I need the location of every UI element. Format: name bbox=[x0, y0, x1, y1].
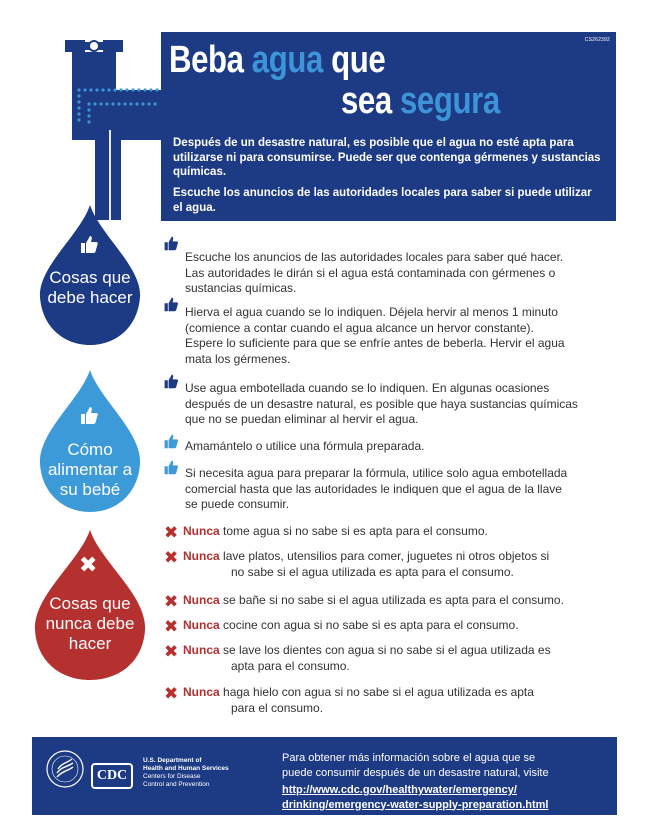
item-line: Las autoridades le dirán si el agua está contaminada con gérmenes o bbox=[185, 265, 556, 280]
thumbs-up-icon bbox=[163, 459, 179, 475]
list-item bbox=[185, 305, 565, 367]
baby-section-label bbox=[38, 440, 142, 500]
x-mark-icon: ✖ bbox=[164, 684, 179, 703]
title-word: sea bbox=[341, 80, 392, 122]
item-line: que no se puedan eliminar al hervir el agua. bbox=[185, 412, 419, 427]
x-mark-icon: ✖ bbox=[164, 642, 179, 661]
item-line: Espere lo suficiente para que se enfríe antes de beberla. Hervir el agua bbox=[185, 336, 565, 351]
list-item bbox=[183, 643, 551, 674]
item-line: Amamántelo o utilice una fórmula preparada. bbox=[185, 439, 425, 453]
faucet-icon bbox=[55, 30, 165, 230]
item-line: Hierva el agua cuando se lo indiquen. Déjela hervir al menos 1 minuto bbox=[185, 305, 558, 319]
item-line: no sabe si el agua utilizada es apta para el consumo. bbox=[231, 564, 514, 579]
title-word-accent: agua bbox=[251, 39, 323, 81]
list-item bbox=[183, 618, 519, 634]
page-title-line-2 bbox=[341, 81, 500, 121]
title-word-accent: segura bbox=[400, 80, 500, 122]
item-line: para el consumo. bbox=[231, 700, 324, 715]
cdc-logo: CDC bbox=[91, 763, 133, 789]
list-item bbox=[185, 381, 578, 428]
nunca-label: Nunca bbox=[183, 593, 220, 607]
item-line: cocine con agua si no sabe si es apta para el consumo. bbox=[223, 618, 519, 632]
link-line[interactable]: drinking/emergency-water-supply-preparation.html bbox=[282, 798, 549, 811]
thumbs-up-icon bbox=[163, 235, 179, 251]
item-line: se bañe si no sabe si el agua utilizada es apta para el consumo. bbox=[223, 593, 564, 607]
agency-line: Centers for Disease bbox=[143, 773, 201, 780]
footer-banner bbox=[32, 737, 617, 815]
thumbs-up-icon bbox=[79, 234, 99, 254]
list-item bbox=[185, 466, 567, 513]
hhs-seal-icon bbox=[45, 749, 85, 789]
label-line: Cosas que bbox=[49, 594, 131, 613]
x-icon: ✖ bbox=[79, 552, 98, 577]
nunca-label: Nunca bbox=[183, 643, 220, 657]
header-intro-paragraph: Después de un desastre natural, es posible que el agua no esté apta para utilizarse ni para consumirse. Puede ser que contenga gérmenes y sustancias químicas. bbox=[173, 137, 601, 178]
nunca-label: Nunca bbox=[183, 524, 220, 538]
item-line: comercial hasta que las autoridades le indiquen que el agua de la llave bbox=[185, 481, 562, 496]
label-line: hacer bbox=[68, 634, 112, 653]
thumbs-up-icon bbox=[163, 433, 179, 449]
x-mark-icon: ✖ bbox=[164, 592, 179, 611]
item-line: mata los gérmenes. bbox=[185, 351, 291, 366]
list-item bbox=[183, 593, 564, 609]
page-title-line-1 bbox=[169, 40, 385, 80]
do-section-label bbox=[38, 268, 142, 308]
thumbs-up-icon bbox=[163, 373, 179, 389]
item-line: tome agua si no sabe si es apta para el consumo. bbox=[223, 524, 488, 538]
item-line: Escuche los anuncios de las autoridades locales para saber qué hacer. bbox=[185, 250, 564, 264]
label-line: su bebé bbox=[59, 480, 121, 499]
item-line: Use agua embotellada cuando se lo indiquen. En algunas ocasiones bbox=[185, 381, 550, 395]
cdc-link-continued[interactable] bbox=[282, 798, 612, 813]
x-mark-icon: ✖ bbox=[164, 548, 179, 567]
label-line: alimentar a bbox=[47, 460, 133, 479]
item-line: después de un desastre natural, es posible que haya sustancias químicas bbox=[185, 396, 578, 411]
label-line: Cómo bbox=[67, 440, 113, 459]
cdc-link[interactable] bbox=[282, 783, 612, 798]
label-line: debe hacer bbox=[47, 288, 133, 307]
agency-line: Health and Human Services bbox=[143, 765, 229, 772]
list-item bbox=[183, 549, 549, 580]
thumbs-up-icon bbox=[79, 405, 99, 425]
item-line: (comience a contar cuando el agua alcance un hervor constante). bbox=[185, 320, 534, 335]
thumbs-up-icon bbox=[163, 296, 179, 312]
item-line: se puede consumir. bbox=[185, 497, 290, 512]
item-line: se lave los dientes con agua si no sabe si el agua utilizada es bbox=[223, 643, 551, 657]
nunca-label: Nunca bbox=[183, 685, 220, 699]
link-line[interactable]: http://www.cdc.gov/healthywater/emergency/ bbox=[282, 784, 517, 796]
header-banner bbox=[161, 32, 616, 221]
agency-name bbox=[143, 757, 229, 789]
item-line: lave platos, utensilios para comer, juguetes ni otros objetos si bbox=[223, 549, 550, 563]
x-mark-icon: ✖ bbox=[164, 617, 179, 636]
footer-info-line: puede consumir después de un desastre natural, visite bbox=[282, 766, 549, 779]
list-item bbox=[185, 250, 563, 297]
list-item bbox=[183, 685, 534, 716]
item-line: apta para el consumo. bbox=[231, 658, 350, 673]
never-section-label bbox=[33, 594, 147, 654]
footer-info bbox=[282, 751, 612, 812]
list-item bbox=[185, 439, 424, 455]
footer-info-line: Para obtener más información sobre el agua que se bbox=[282, 752, 536, 764]
nunca-label: Nunca bbox=[183, 549, 220, 563]
nunca-label: Nunca bbox=[183, 618, 220, 632]
agency-line: U.S. Department of bbox=[143, 757, 202, 764]
x-mark-icon: ✖ bbox=[164, 523, 179, 542]
item-line: haga hielo con agua si no sabe si el agua utilizada es apta bbox=[223, 685, 534, 699]
item-line: Si necesita agua para preparar la fórmula, utilice solo agua embotellada bbox=[185, 466, 568, 480]
item-line: sustancias químicas. bbox=[185, 281, 297, 296]
list-item bbox=[183, 524, 488, 540]
title-word: Beba bbox=[169, 39, 244, 81]
title-word: que bbox=[331, 39, 386, 81]
document-code: CS262392 bbox=[584, 37, 610, 43]
label-line: nunca debe bbox=[45, 614, 135, 633]
header-listen-paragraph: Escuche los anuncios de las autoridades locales para saber si puede utilizar el agua. bbox=[173, 187, 592, 214]
label-line: Cosas que bbox=[49, 268, 131, 287]
agency-line: Control and Prevention bbox=[143, 781, 210, 788]
